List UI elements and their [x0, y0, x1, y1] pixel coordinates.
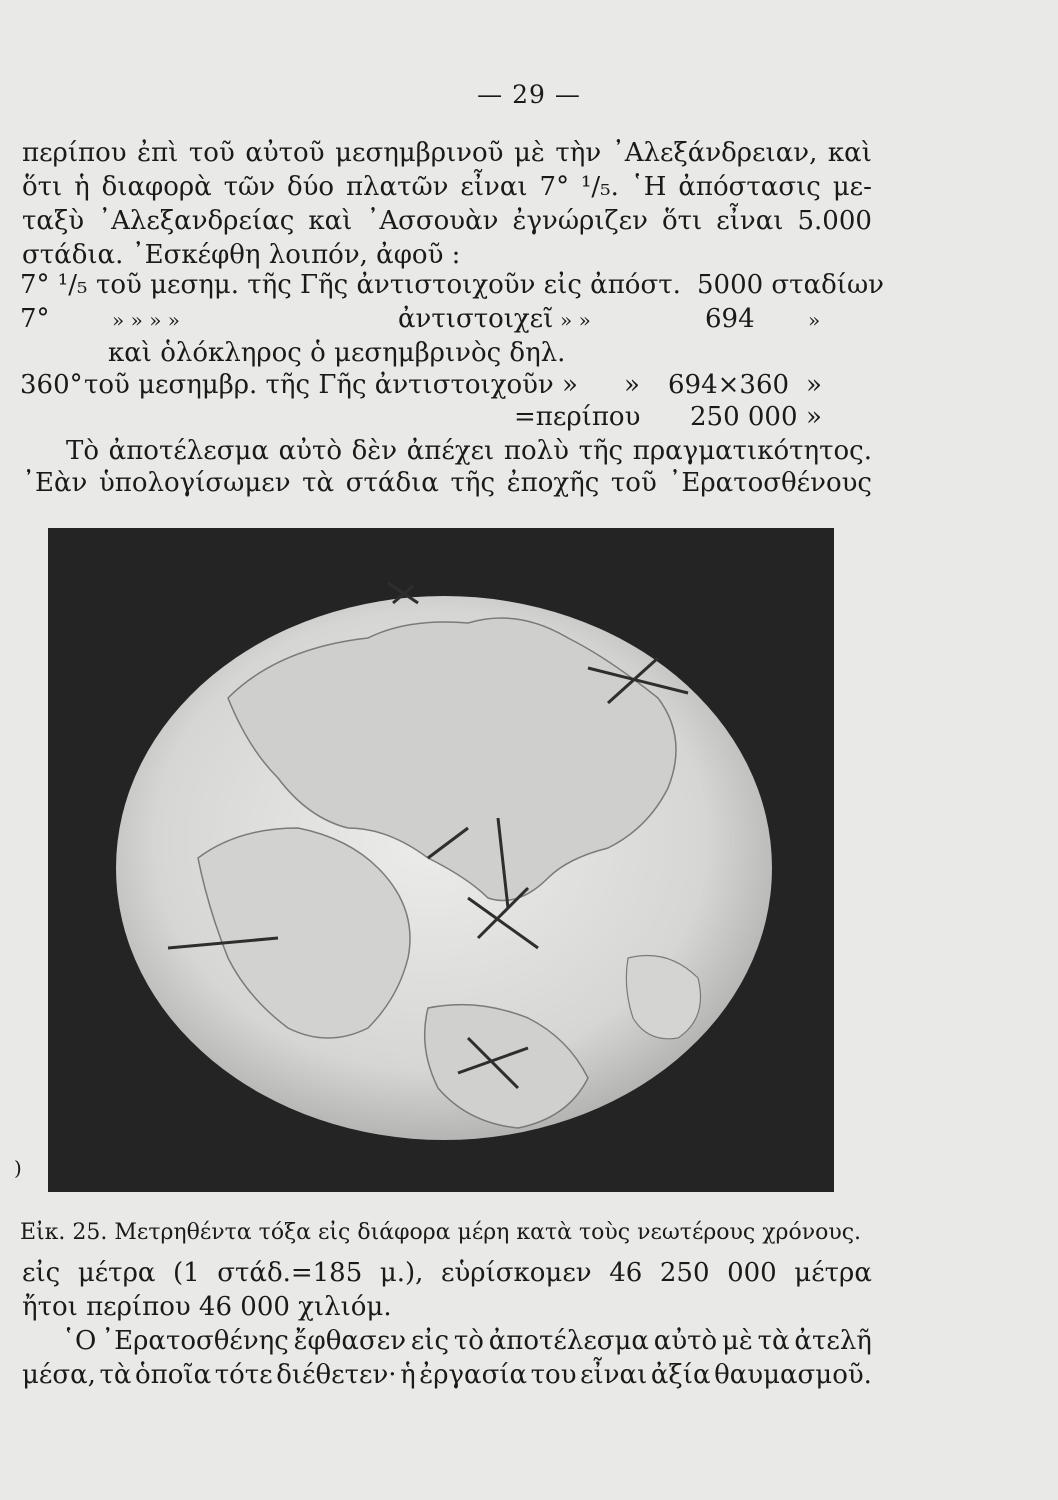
text-line-9: ῾Ο ᾿Ερατοσθένης ἔφθασεν εἰς τὸ ἀποτέλεσμα αὐτὸ μὲ τὰ ἀτελῆ: [62, 1326, 872, 1356]
calc-row4-value: 694×360: [668, 370, 790, 400]
calc-row2-ditto2: » »: [560, 308, 591, 332]
text-line-2: ὅτι ἡ διαφορὰ τῶν δύο πλατῶν εἶναι 7° ¹/₅. ῾Η ἀπόστασις με-: [22, 172, 872, 202]
text-line-8: ἤτοι περίπου 46 000 χιλιόμ.: [22, 1292, 392, 1322]
calc-row1-text: τοῦ μεσημ. τῆς Γῆς ἀντιστοιχοῦν εἰς ἀπόστ.: [96, 270, 681, 300]
text-line-5: Τὸ ἀποτέλεσμα αὐτὸ δὲν ἀπέχει πολὺ τῆς πραγματικότητος.: [66, 436, 872, 466]
calc-row2-angle: 7°: [20, 304, 50, 334]
calc-row5-text: =περίπου: [514, 402, 641, 432]
calc-row1-value: 5000 σταδίων: [697, 270, 884, 300]
calc-row2-value: 694: [705, 304, 755, 334]
calc-row4-ditto: »: [624, 370, 640, 400]
calc-row1-angle: 7° ¹/₅: [20, 270, 88, 300]
text-line-10: μέσα, τὰ ὁποῖα τότε διέθετεν· ἡ ἐργασία του εἶναι ἀξία θαυμασμοῦ.: [22, 1360, 872, 1390]
calc-row3-text: καὶ ὁλόκληρος ὁ μεσημβρινὸς δηλ.: [108, 338, 566, 368]
text-line-3: ταξὺ ᾿Αλεξανδρείας καὶ ᾿Ασσουὰν ἐγνώριζεν ὅτι εἶναι 5.000: [22, 206, 872, 236]
calc-row4-ditto2: »: [806, 370, 822, 400]
calc-row5-ditto: »: [806, 402, 822, 432]
text-line-4: στάδια. ᾿Εσκέφθη λοιπόν, ἀφοῦ :: [22, 240, 461, 270]
text-line-1: περίπου ἐπὶ τοῦ αὐτοῦ μεσημβρινοῦ μὲ τὴν ᾿Αλεξάνδρειαν, καὶ: [22, 138, 872, 168]
calc-row4-text: τοῦ μεσημβρ. τῆς Γῆς ἀντιστοιχοῦν »: [84, 370, 578, 400]
text-line-7: εἰς μέτρα (1 στάδ.=185 μ.), εὑρίσκομεν 46 250 000 μέτρα: [22, 1258, 872, 1288]
calc-row2-ditto3: »: [808, 308, 821, 332]
globe-figure: [48, 528, 834, 1192]
margin-mark: ): [14, 1156, 22, 1180]
text-line-6: ᾿Εὰν ὑπολογίσωμεν τὰ στάδια τῆς ἐποχῆς τοῦ ᾿Ερατοσθένους: [22, 468, 872, 498]
calc-row2-ditto: » » » »: [112, 308, 181, 332]
calc-row4-angle: 360°: [20, 370, 83, 400]
figure-caption: Εἰκ. 25. Μετρηθέντα τόξα εἰς διάφορα μέρη κατὰ τοὺς νεωτέρους χρόνους.: [20, 1220, 862, 1245]
calc-row5-value: 250 000: [690, 402, 798, 432]
globe-image: [48, 528, 834, 1192]
calc-row2-text: ἀντιστοιχεῖ: [398, 304, 554, 334]
page-number: — 29 —: [477, 80, 581, 109]
